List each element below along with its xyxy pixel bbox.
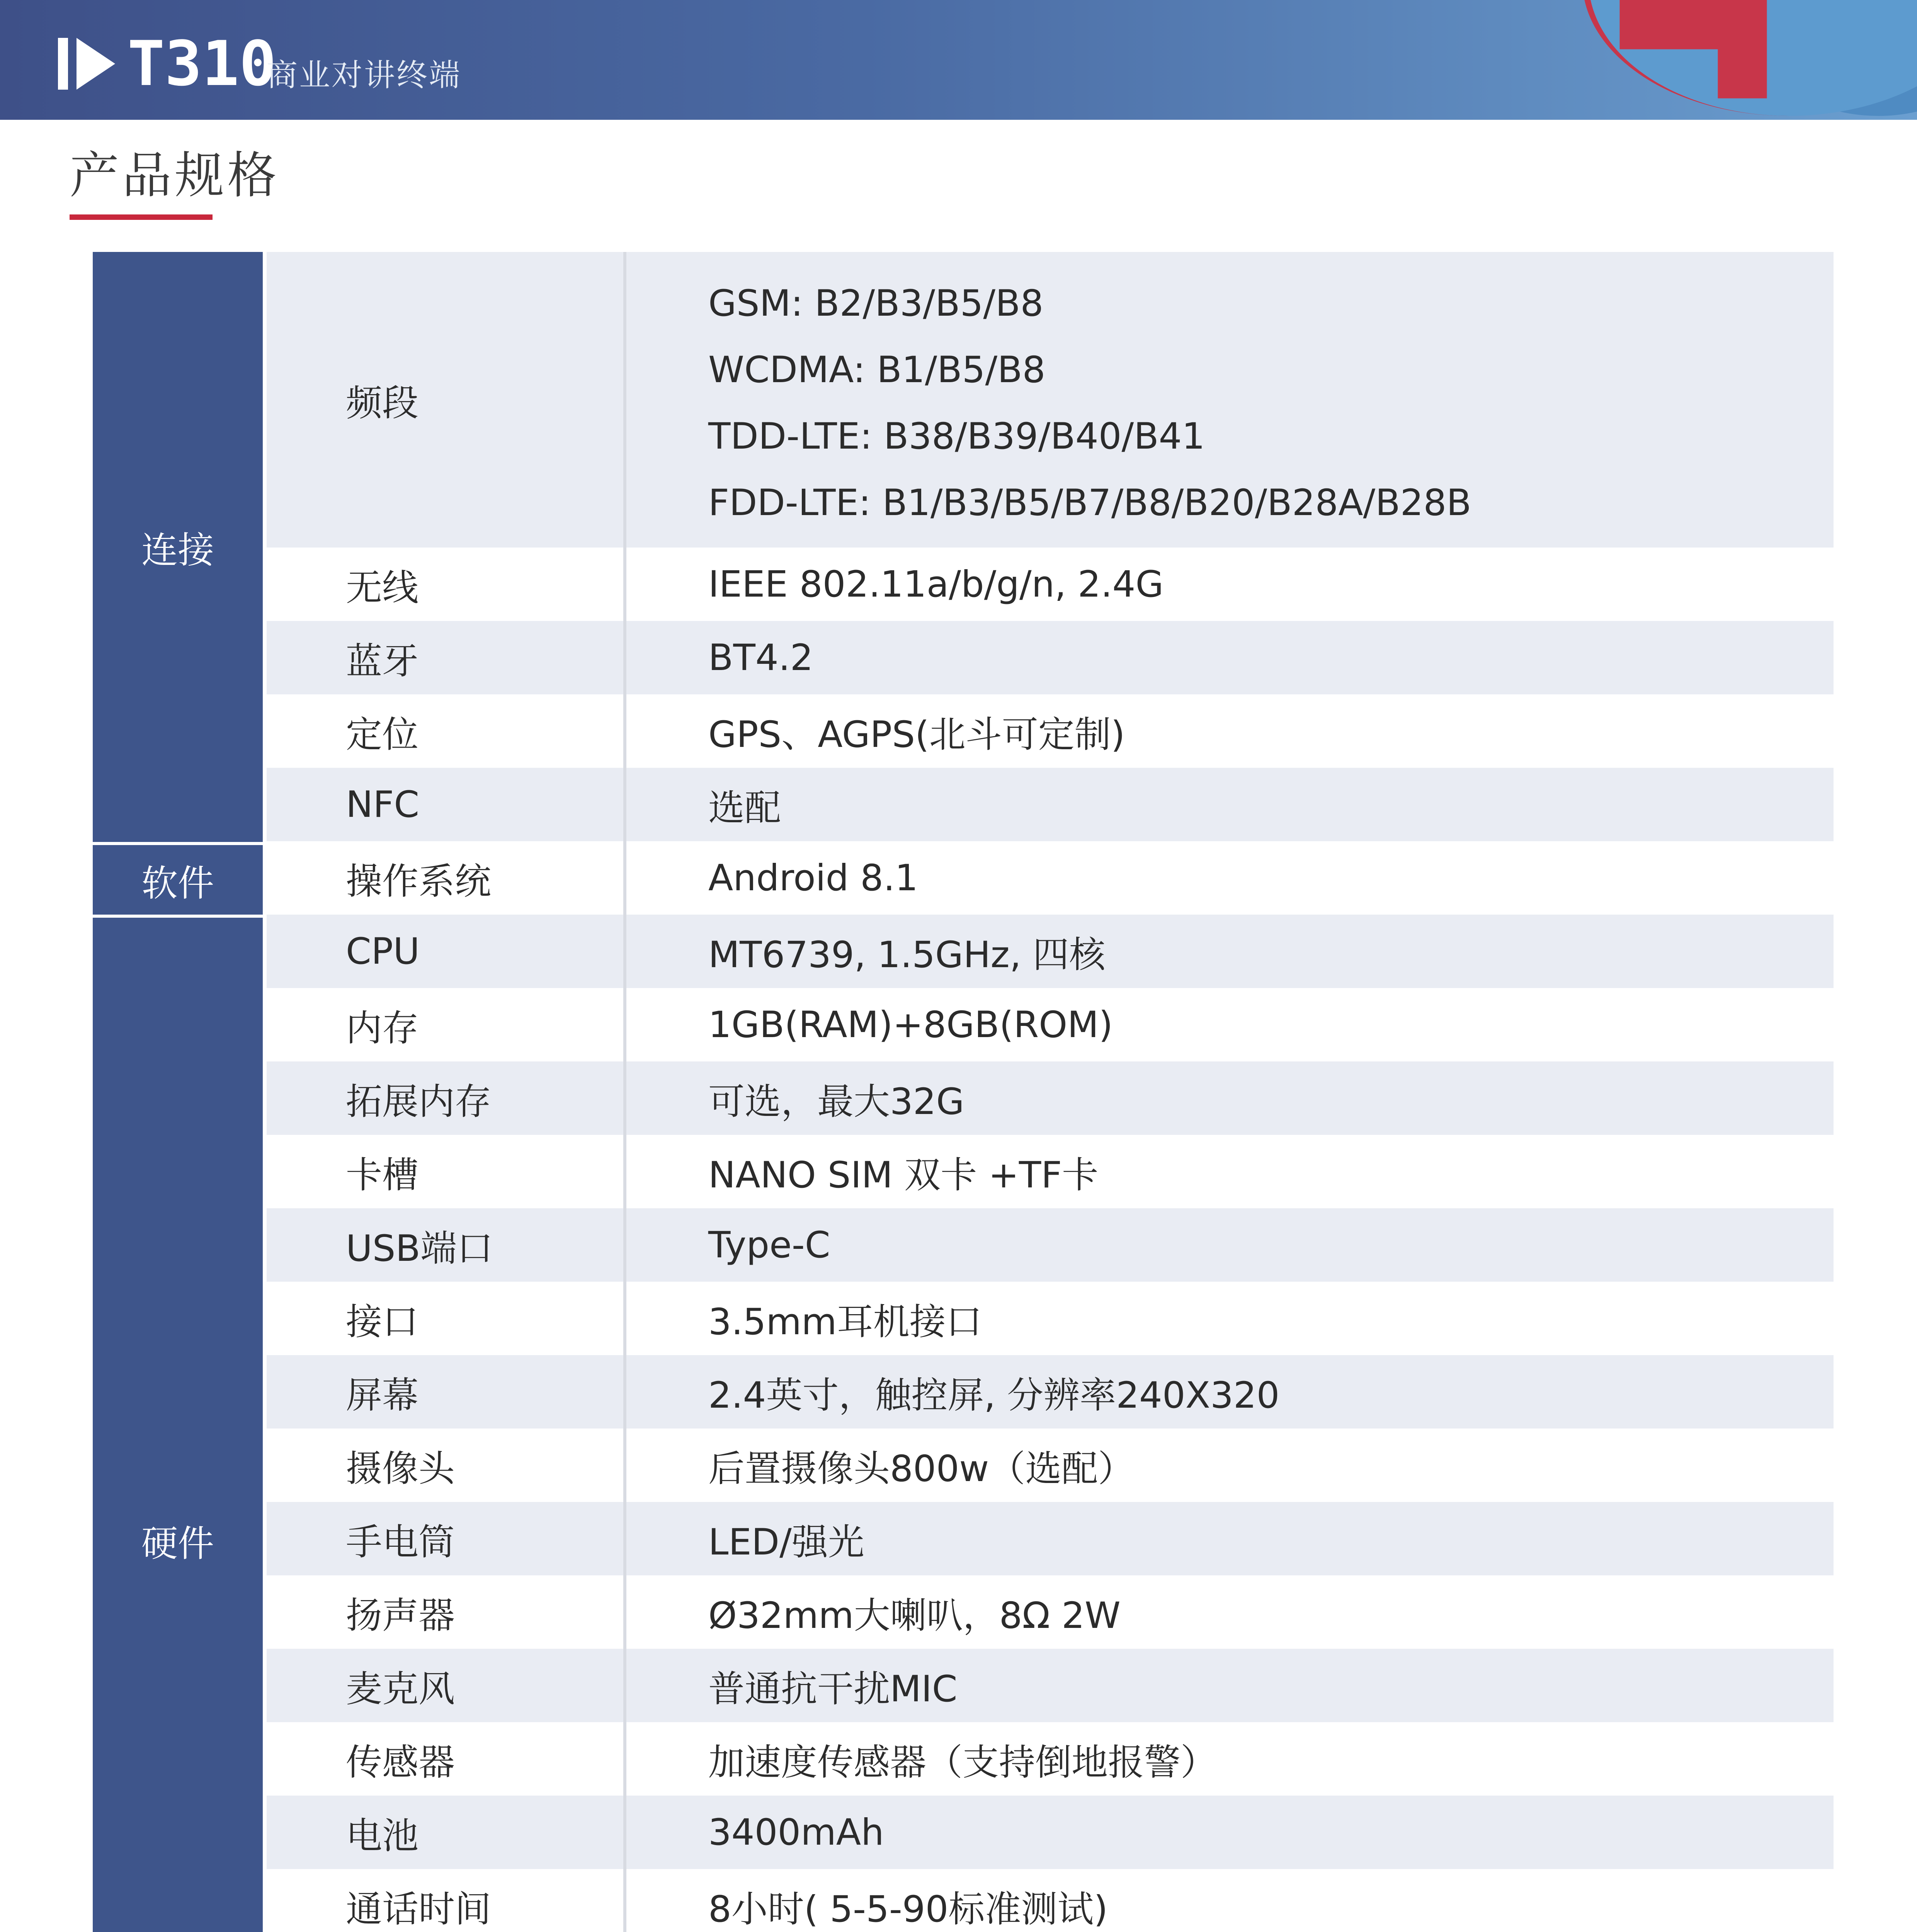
spec-value: Android 8.1 (708, 857, 918, 899)
spec-value: GSM: B2/B3/B5/B8 (708, 282, 1044, 325)
row-background (267, 1796, 1834, 1869)
spec-value: 普通抗干扰MIC (708, 1668, 958, 1710)
spec-value: GPS、AGPS(北斗可定制) (708, 713, 1125, 756)
spec-value: WCDMA: B1/B5/B8 (708, 349, 1046, 391)
spec-label: 无线 (346, 566, 419, 609)
spec-label: 蓝牙 (346, 640, 419, 682)
spec-value: 可选，最大32G (708, 1080, 964, 1123)
spec-label: 频段 (346, 382, 419, 424)
spec-label: CPU (346, 930, 420, 973)
title-underline (70, 214, 213, 220)
spec-label: 摄像头 (346, 1447, 455, 1490)
spec-label: 扬声器 (346, 1594, 455, 1637)
column-divider (623, 252, 626, 1932)
spec-label: 屏幕 (346, 1374, 419, 1417)
spec-label: 拓展内存 (346, 1080, 492, 1123)
product-subtitle: 商业对讲终端 (267, 57, 461, 93)
spec-label: 通话时间 (346, 1888, 492, 1930)
spec-value: MT6739, 1.5GHz, 四核 (708, 934, 1106, 976)
spec-label: 传感器 (346, 1741, 455, 1784)
spec-label: 操作系统 (346, 860, 492, 903)
category-hardware: 硬件 (93, 918, 263, 1932)
spec-value: 选配 (708, 787, 781, 829)
spec-label: 手电筒 (346, 1521, 455, 1563)
row-background (267, 1502, 1834, 1575)
spec-value: 1GB(RAM)+8GB(ROM) (708, 1003, 1113, 1046)
row-background (267, 1061, 1834, 1135)
spec-value: 加速度传感器（支持倒地报警） (708, 1741, 1217, 1784)
spec-value: NANO SIM 双卡 +TF卡 (708, 1154, 1099, 1196)
spec-value: TDD-LTE: B38/B39/B40/B41 (708, 415, 1205, 457)
row-background (267, 768, 1834, 841)
row-background (267, 1649, 1834, 1722)
spec-value: LED/强光 (708, 1521, 864, 1563)
spec-label: USB端口 (346, 1227, 493, 1270)
spec-value: 8小时( 5-5-90标准测试) (708, 1888, 1108, 1930)
spec-label: NFC (346, 783, 420, 826)
category-connect: 连接 (93, 252, 263, 842)
spec-value: FDD-LTE: B1/B3/B5/B7/B8/B20/B28A/B28B (708, 482, 1471, 524)
spec-label: 定位 (346, 713, 419, 756)
spec-value: 3.5mm耳机接口 (708, 1301, 982, 1343)
spec-label: 电池 (346, 1815, 419, 1857)
row-background (267, 621, 1834, 694)
spec-label: 接口 (346, 1301, 419, 1343)
spec-value: 2.4英寸，触控屏, 分辨率240X320 (708, 1374, 1280, 1417)
spec-value: 后置摄像头800w（选配） (708, 1447, 1135, 1490)
spec-label: 麦克风 (346, 1668, 455, 1710)
header-decoration-arc (1582, 0, 1917, 116)
category-software: 软件 (93, 845, 263, 915)
spec-label: 卡槽 (346, 1154, 419, 1196)
spec-value: BT4.2 (708, 636, 813, 679)
spec-label: 内存 (346, 1007, 419, 1049)
spec-value: Type-C (708, 1224, 830, 1266)
frequency-band-list (708, 270, 1471, 536)
section-title: 产品规格 (70, 147, 280, 204)
spec-value: IEEE 802.11a/b/g/n, 2.4G (708, 563, 1164, 605)
row-background (267, 841, 1834, 915)
row-background (267, 1282, 1834, 1355)
spec-value: 3400mAh (708, 1811, 884, 1854)
header-banner (0, 0, 1917, 120)
row-background (267, 1208, 1834, 1282)
spec-value: Ø32mm大喇叭，8Ω 2W (708, 1594, 1121, 1637)
product-model: T310 (128, 27, 277, 100)
